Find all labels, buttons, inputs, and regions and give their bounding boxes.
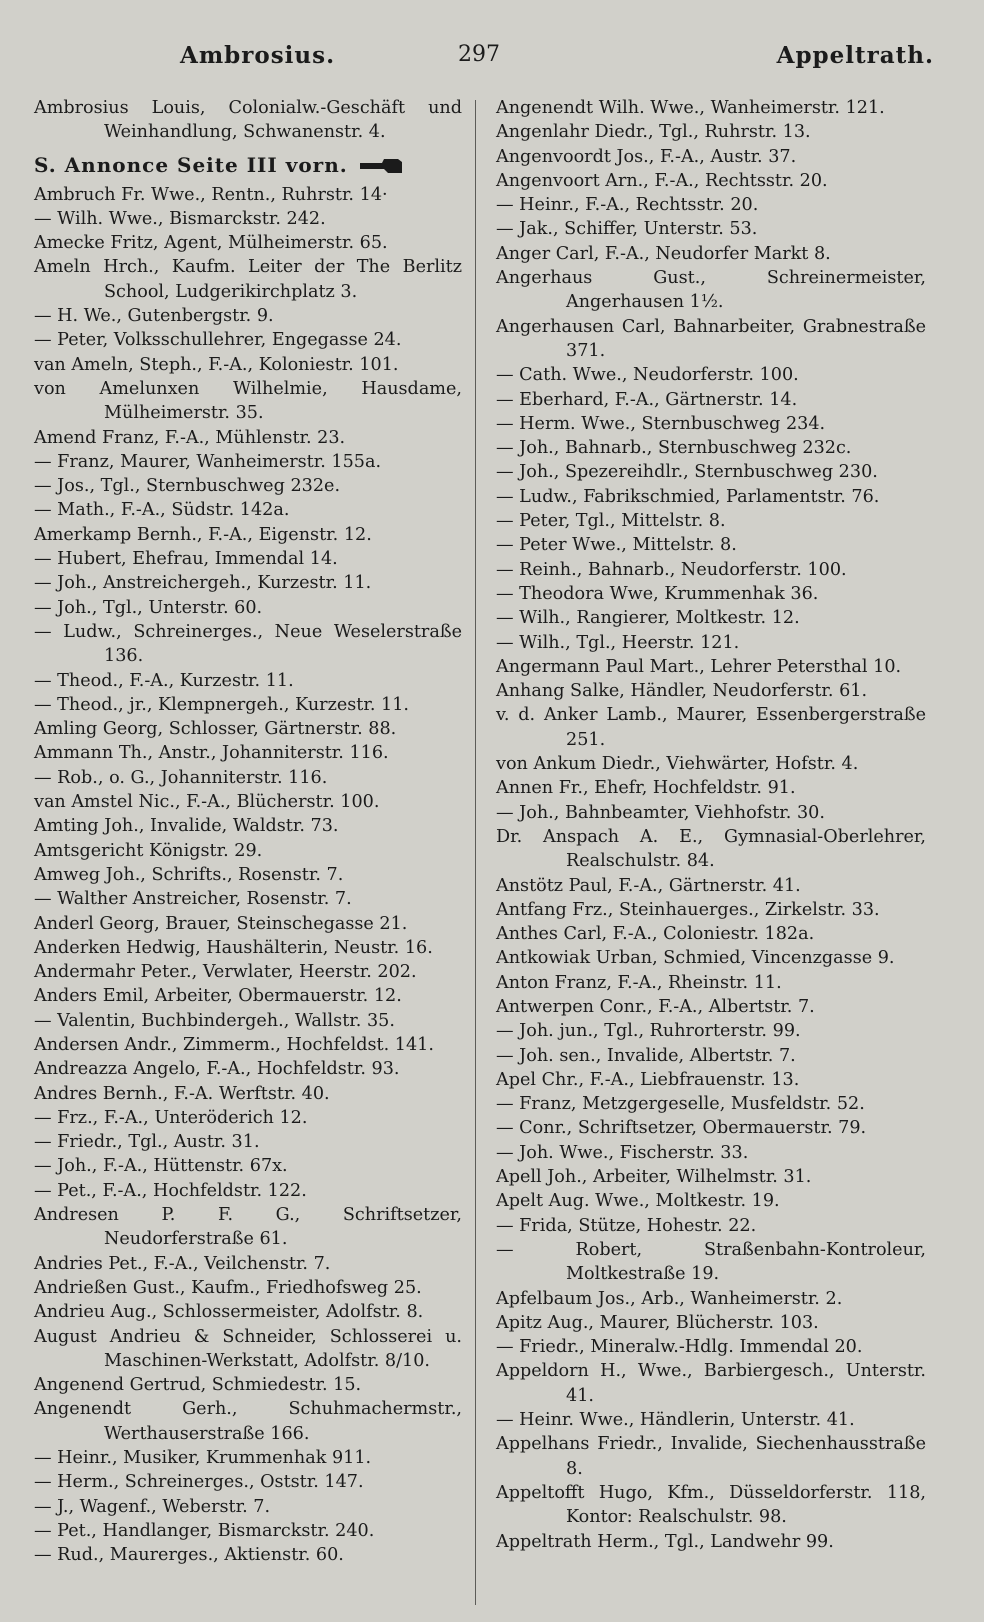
directory-entry: Andresen P. F. G., Schriftsetzer, Neudorferstraße 61. <box>34 1205 462 1250</box>
directory-entry: Anstötz Paul, F.-A., Gärtnerstr. 41. <box>496 875 801 896</box>
directory-entry: Amend Franz, F.-A., Mühlenstr. 23. <box>34 427 346 448</box>
directory-entry: — Peter, Volksschullehrer, Engegasse 24. <box>34 330 402 351</box>
directory-entry: Anderl Georg, Brauer, Steinschegasse 21. <box>34 913 408 934</box>
directory-entry: — Peter, Tgl., Mittelstr. 8. <box>496 511 726 532</box>
directory-entry: Amerkamp Bernh., F.-A., Eigenstr. 12. <box>34 524 372 545</box>
directory-entry: Amling Georg, Schlosser, Gärtnerstr. 88. <box>34 719 397 740</box>
right-column <box>496 96 926 1554</box>
directory-entry: — Pet., F.-A., Hochfeldstr. 122. <box>34 1180 307 1201</box>
directory-entry: Dr. Anspach A. E., Gymnasial-Oberlehrer, Realschulstr. 84. <box>496 826 926 872</box>
directory-entry: — Hubert, Ehefrau, Immendal 14. <box>34 549 338 570</box>
directory-entry: — Frida, Stütze, Hohestr. 22. <box>496 1215 757 1236</box>
directory-entry: — Herm. Wwe., Sternbuschweg 234. <box>496 413 826 434</box>
directory-entry: — Conr., Schriftsetzer, Obermauerstr. 79. <box>496 1118 867 1139</box>
directory-entry: Anhang Salke, Händler, Neudorferstr. 61. <box>496 681 868 702</box>
directory-entry: Angerhaus Gust., Schreinermeister, Angerhausen 1½. <box>496 268 926 313</box>
directory-entry: Angenend Gertrud, Schmiedestr. 15. <box>34 1375 362 1396</box>
directory-entry: Apelt Aug. Wwe., Moltkestr. 19. <box>496 1191 780 1212</box>
directory-entry: Angerhausen Carl, Bahnarbeiter, Grabnestraße 371. <box>496 316 926 361</box>
directory-entry: Appelhans Friedr., Invalide, Siechenhausstraße 8. <box>496 1434 926 1479</box>
directory-entry: — Joh., Spezereihdlr., Sternbuschweg 230. <box>496 462 878 483</box>
directory-entry: Angenendt Wilh. Wwe., Wanheimerstr. 121. <box>496 98 885 118</box>
directory-entry: — Heinr., F.-A., Rechtsstr. 20. <box>496 195 759 216</box>
directory-entry: — Eberhard, F.-A., Gärtnerstr. 14. <box>496 389 798 410</box>
directory-entry: Anderken Hedwig, Haushälterin, Neustr. 16. <box>34 937 433 958</box>
directory-entry: Apell Joh., Arbeiter, Wilhelmstr. 31. <box>496 1167 812 1188</box>
directory-entry: — Rud., Maurerges., Aktienstr. 60. <box>34 1545 344 1566</box>
directory-entry: — Joh., Bahnbeamter, Viehhofstr. 30. <box>496 802 825 823</box>
directory-entry: Angermann Paul Mart., Lehrer Petersthal 10. <box>496 656 902 677</box>
directory-entry: Annen Fr., Ehefr, Hochfeldstr. 91. <box>496 778 796 799</box>
directory-entry: — Valentin, Buchbindergeh., Wallstr. 35. <box>34 1010 395 1031</box>
directory-entry: Apel Chr., F.-A., Liebfrauenstr. 13. <box>496 1069 800 1090</box>
directory-entry: Angenvoordt Jos., F.-A., Austr. 37. <box>496 146 797 167</box>
directory-entry: — Joh. jun., Tgl., Ruhrorterstr. 99. <box>496 1021 801 1042</box>
directory-entry: — Friedr., Tgl., Austr. 31. <box>34 1132 260 1153</box>
directory-entry: Andres Bernh., F.-A. Werftstr. 40. <box>34 1083 330 1104</box>
directory-entry: Andersen Andr., Zimmerm., Hochfeldst. 141. <box>34 1034 434 1055</box>
column-divider <box>475 100 476 1605</box>
directory-entry: — Reinh., Bahnarb., Neudorferstr. 100. <box>496 559 847 580</box>
directory-entry: van Ameln, Steph., F.-A., Koloniestr. 101. <box>34 354 399 375</box>
directory-entry: Ameln Hrch., Kaufm. Leiter der The Berlitz School, Ludgerikirchplatz 3. <box>34 257 462 302</box>
directory-entry: van Amstel Nic., F.-A., Blücherstr. 100. <box>34 792 380 813</box>
directory-entry: Amweg Joh., Schrifts., Rosenstr. 7. <box>34 864 344 885</box>
directory-entry: Ambruch Fr. Wwe., Rentn., Ruhrstr. 14· <box>34 184 388 205</box>
directory-entry: — Theod., F.-A., Kurzestr. 11. <box>34 670 294 691</box>
directory-entry: — Pet., Handlanger, Bismarckstr. 240. <box>34 1520 375 1541</box>
directory-entry: — Joh., Bahnarb., Sternbuschweg 232c. <box>496 438 852 459</box>
directory-entry: — J., Wagenf., Weberstr. 7. <box>34 1496 271 1517</box>
directory-entry: — Joh., F.-A., Hüttenstr. 67x. <box>34 1156 288 1177</box>
directory-entry: — Jos., Tgl., Sternbuschweg 232e. <box>34 476 341 497</box>
directory-entry: v. d. Anker Lamb., Maurer, Essenbergerstraße 251. <box>496 705 926 750</box>
directory-entry: — H. We., Gutenbergstr. 9. <box>34 306 274 327</box>
directory-entry: Amtsgericht Königstr. 29. <box>34 840 263 861</box>
directory-entry: — Theodora Wwe, Krummenhak 36. <box>496 583 819 604</box>
pointing-hand-icon <box>358 156 404 176</box>
directory-entry: — Math., F.-A., Südstr. 142a. <box>34 500 290 521</box>
directory-entry: Angenendt Gerh., Schuhmachermstr., Werthauserstraße 166. <box>34 1399 462 1444</box>
directory-entry: Anders Emil, Arbeiter, Obermauerstr. 12. <box>34 986 402 1007</box>
directory-entry: Anton Franz, F.-A., Rheinstr. 11. <box>496 972 782 993</box>
directory-entry: von Ankum Diedr., Viehwärter, Hofstr. 4. <box>496 754 859 775</box>
directory-entry: Andrießen Gust., Kaufm., Friedhofsweg 25. <box>34 1277 422 1298</box>
directory-entry: Andermahr Peter., Verwlater, Heerstr. 202. <box>34 962 417 983</box>
directory-entry: — Franz, Metzgergeselle, Musfeldstr. 52. <box>496 1094 865 1115</box>
directory-entry: Angenlahr Diedr., Tgl., Ruhrstr. 13. <box>496 122 811 143</box>
directory-entry: — Joh. Wwe., Fischerstr. 33. <box>496 1142 749 1163</box>
directory-entry: — Heinr. Wwe., Händlerin, Unterstr. 41. <box>496 1410 855 1431</box>
directory-entry: — Wilh., Tgl., Heerstr. 121. <box>496 632 740 653</box>
directory-entry: — Joh. sen., Invalide, Albertstr. 7. <box>496 1045 796 1066</box>
directory-entry: Anthes Carl, F.-A., Coloniestr. 182a. <box>496 924 815 945</box>
page-header <box>30 42 944 82</box>
directory-entry: — Robert, Straßenbahn-Kontroleur, Moltkestraße 19. <box>496 1239 926 1285</box>
header-first-name: Ambrosius. <box>180 42 336 69</box>
directory-entry: — Wilh. Wwe., Bismarckstr. 242. <box>34 208 326 229</box>
annonce-reference: S. Annonce Seite III vorn. <box>34 149 462 181</box>
directory-entry: Amting Joh., Invalide, Waldstr. 73. <box>34 816 339 837</box>
directory-entry: — Herm., Schreinerges., Oststr. 147. <box>34 1472 364 1493</box>
directory-entry: Anger Carl, F.-A., Neudorfer Markt 8. <box>496 243 831 264</box>
directory-entry: — Jak., Schiffer, Unterstr. 53. <box>496 219 758 240</box>
directory-entry: — Cath. Wwe., Neudorferstr. 100. <box>496 365 799 386</box>
directory-entry: — Franz, Maurer, Wanheimerstr. 155a. <box>34 451 382 472</box>
directory-entry: Angenvoort Arn., F.-A., Rechtsstr. 20. <box>496 170 828 191</box>
directory-entry: Apitz Aug., Maurer, Blücherstr. 103. <box>496 1312 819 1333</box>
page-number: 297 <box>458 42 500 67</box>
directory-entry: — Joh., Anstreichergeh., Kurzestr. 11. <box>34 573 372 594</box>
directory-entry: Andrieu Aug., Schlossermeister, Adolfstr. 8. <box>34 1302 424 1323</box>
directory-entry: — Theod., jr., Klempnergeh., Kurzestr. 11. <box>34 694 409 715</box>
directory-entry: August Andrieu & Schneider, Schlosserei u. Maschinen-Werkstatt, Adolfstr. 8/10. <box>34 1326 462 1371</box>
directory-entry: — Walther Anstreicher, Rosenstr. 7. <box>34 889 352 910</box>
directory-entry: Andreazza Angelo, F.-A., Hochfeldstr. 93. <box>34 1059 400 1080</box>
left-column <box>34 96 462 1568</box>
directory-entry: Apfelbaum Jos., Arb., Wanheimerstr. 2. <box>496 1288 843 1309</box>
directory-entry: Antkowiak Urban, Schmied, Vincenzgasse 9. <box>496 948 895 969</box>
directory-entry: — Ludw., Fabrikschmied, Parlamentstr. 76. <box>496 486 880 507</box>
directory-entry: — Heinr., Musiker, Krummenhak 911. <box>34 1448 372 1469</box>
directory-entry: — Joh., Tgl., Unterstr. 60. <box>34 597 263 618</box>
directory-entry: Ambrosius Louis, Colonialw.-Geschäft und Weinhandlung, Schwanenstr. 4. <box>34 98 462 143</box>
header-last-name: Appeltrath. <box>776 42 934 69</box>
directory-entry: Antfang Frz., Steinhauerges., Zirkelstr. 33. <box>496 899 880 920</box>
directory-entry: Ammann Th., Anstr., Johanniterstr. 116. <box>34 743 389 764</box>
directory-entry: Appeldorn H., Wwe., Barbiergesch., Unterstr. 41. <box>496 1361 926 1406</box>
directory-entry: — Ludw., Schreinerges., Neue Weselerstraße 136. <box>34 621 462 667</box>
directory-entry: Andries Pet., F.-A., Veilchenstr. 7. <box>34 1253 331 1274</box>
directory-entry: Amecke Fritz, Agent, Mülheimerstr. 65. <box>34 233 388 254</box>
directory-entry: — Rob., o. G., Johanniterstr. 116. <box>34 767 328 788</box>
directory-entry: von Amelunxen Wilhelmie, Hausdame, Mülheimerstr. 35. <box>34 378 462 424</box>
directory-entry: Antwerpen Conr., F.-A., Albertstr. 7. <box>496 996 815 1017</box>
directory-entry: Appeltrath Herm., Tgl., Landwehr 99. <box>496 1531 834 1552</box>
directory-entry: — Wilh., Rangierer, Moltkestr. 12. <box>496 608 800 629</box>
directory-entry: — Peter Wwe., Mittelstr. 8. <box>496 535 737 556</box>
directory-entry: — Friedr., Mineralw.-Hdlg. Immendal 20. <box>496 1337 863 1358</box>
directory-entry: — Frz., F.-A., Unteröderich 12. <box>34 1107 308 1128</box>
directory-entry: Appeltofft Hugo, Kfm., Düsseldorferstr. 118, Kontor: Realschulstr. 98. <box>496 1482 926 1528</box>
